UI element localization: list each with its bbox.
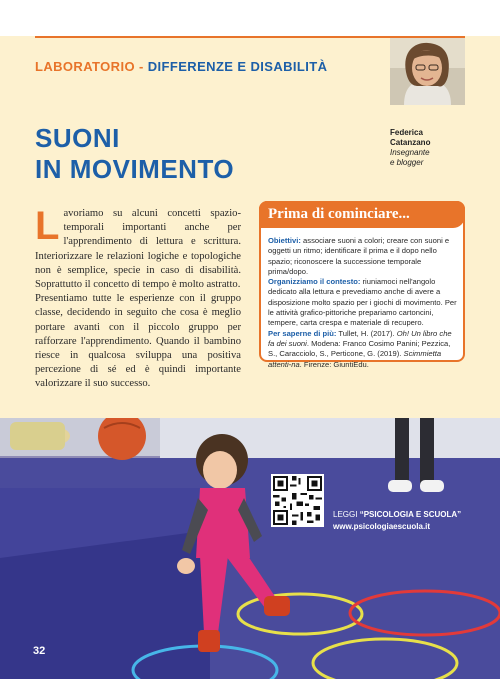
objectives-text: associare suoni a colori; creare con suoni e oggetti un ritmo; identificare il prima e il dopo nello spazio; riconoscere la successione temporale prima/dopo. — [268, 236, 450, 276]
paragraph-group: Presentiamo tutte le esperienze con il gruppo classe, decidendo in seguito che cosa è meglio portare avanti con il piccolo gruppo per rafforzare l'apprendimento. Quando il bambino riesce in qualcosa sviluppa una positiva percezione di sé ed è quindi importante valorizzare il suo successo. — [35, 293, 241, 390]
author-credit — [390, 128, 490, 168]
qr-code[interactable] — [271, 474, 324, 527]
section-separator: - — [139, 59, 144, 74]
references-entry — [268, 329, 460, 370]
author-photo — [390, 38, 465, 105]
objectives-entry — [268, 236, 460, 277]
info-box-content — [268, 236, 460, 370]
paragraph-intro — [35, 204, 241, 292]
section-topic: DIFFERENZE E DISABILITÀ — [147, 59, 328, 74]
section-name: LABORATORIO — [35, 59, 135, 74]
objectives-label: Obiettivi: — [268, 236, 301, 245]
qr-caption-url[interactable]: www.psicologiaescuola.it — [333, 522, 431, 531]
qr-caption-heading — [333, 509, 461, 521]
author-name-first: Federica — [390, 128, 423, 137]
context-entry — [268, 277, 460, 328]
qr-caption-title: “PSICOLOGIA E SCUOLA” — [359, 510, 462, 519]
section-label — [35, 59, 327, 74]
info-box-title: Prima di cominciare... — [268, 206, 410, 222]
author-role-line2: e blogger — [390, 158, 424, 167]
references-label: Per saperne di più: — [268, 328, 337, 338]
context-text: riuniamoci nell'angolo dedicato alla lettura e prevediamo anche di avere a disposizione molto spazio per i giochi di movimento. Per le attività grafico-pittoriche prepariamo cartoncini, tempere, carta crespa e materiale di recupero. — [268, 277, 457, 328]
reference-1-author: Tullet, H. (2017). — [338, 328, 395, 338]
article-title — [35, 123, 234, 185]
article-body — [35, 204, 241, 392]
classroom-photo — [0, 418, 500, 679]
context-label: Organizziamo il contesto: — [268, 277, 361, 287]
qr-caption — [333, 509, 461, 533]
paragraph-intro-text: avoriamo su alcuni concetti spazio-temporali importanti anche per l'apprendimento di lettura e scrittura. Interiorizzare le relazioni logiche e topologiche non è semplice, specie in caso di disabilità. Soprattutto il concetto di tempo è molto astratto. — [35, 208, 241, 291]
article-title-line1: SUONI — [35, 123, 120, 153]
page-number: 32 — [33, 645, 46, 657]
article-title-line2: IN MOVIMENTO — [35, 154, 235, 184]
author-role-line1: Insegnante — [390, 148, 430, 157]
reference-2-publisher: . Firenze: GiuntiEdu. — [299, 359, 369, 369]
author-name-last: Catanzano — [390, 138, 431, 147]
reference-2-title: Scimmietta attenti-na — [268, 349, 442, 369]
reference-1-title: Oh! Un libro che fa dei suoni — [268, 328, 452, 348]
reference-2-author: . Modena: Franco Cosimo Panini; Pezzica, S., Caracciolo, S., Perticone, G. (2019). — [268, 338, 451, 359]
qr-caption-prefix: LEGGI — [333, 510, 360, 519]
drop-cap: L — [35, 204, 60, 248]
